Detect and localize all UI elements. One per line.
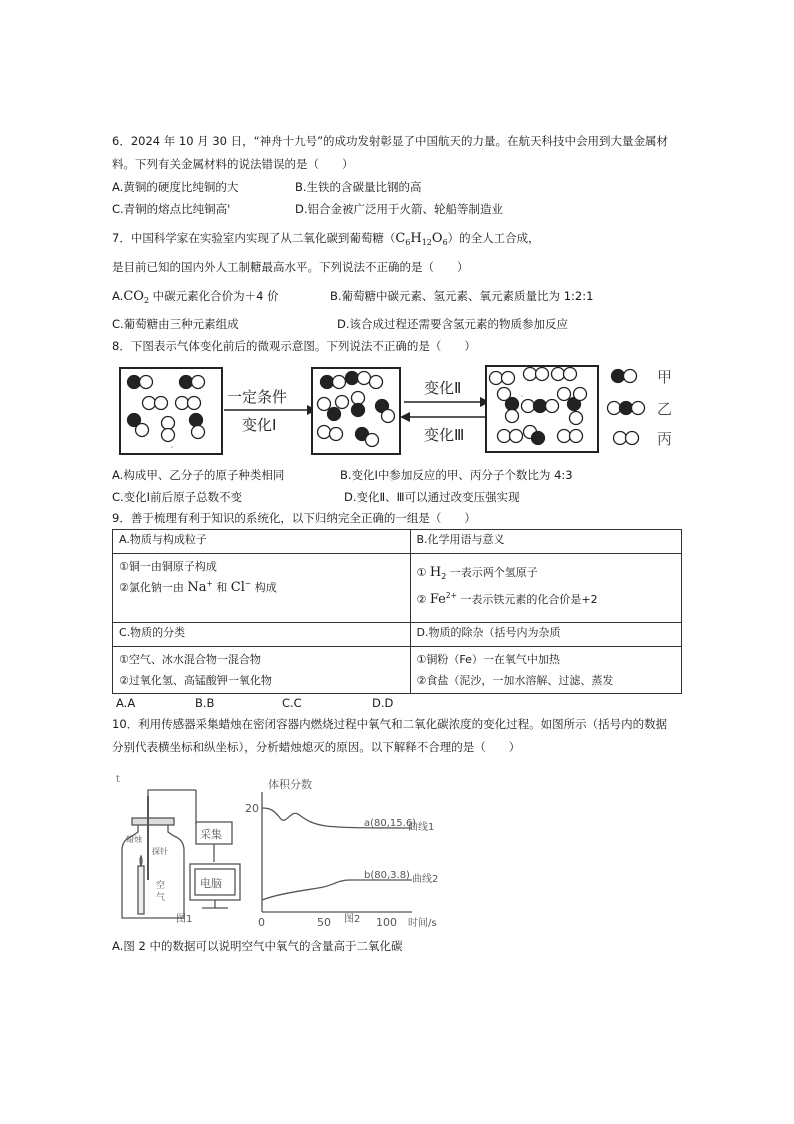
air-label-2: 气: [156, 893, 166, 903]
d-item-2: ②食盐（泥沙，一加水溶解、过滤、蒸发: [416, 674, 614, 687]
q6-stem-line2: 料。下列有关金属材料的说法错误的是（ ）: [112, 157, 354, 171]
q6-stem-line1: 6．2024 年 10 月 30 日，“神舟十九号”的成功发射彰显了中国航天的力量。在航天科技中会用到大量金属材: [112, 134, 669, 148]
arrow1-label-top: 一定条件: [227, 388, 288, 406]
legend-bing: 丙: [657, 430, 673, 448]
a-item-2: ②氯化钠一由 Na+ 和 Cl− 构成: [119, 579, 277, 595]
fig2-ylabel: 体积分数: [268, 778, 312, 791]
molecule-legend: [608, 370, 645, 445]
q8-option-c: C.变化Ⅰ前后原子总数不变: [112, 490, 243, 504]
jia-black-atom: [612, 370, 625, 383]
cell-d-body: [410, 647, 682, 694]
q8-molecule-diagram: [112, 360, 682, 460]
q10-figures: [112, 770, 542, 930]
q9-stem: 9．善于梳理有利于知识的系统化，以下归纳完全正确的一组是（ ）: [112, 511, 476, 525]
c-item-2: ②过氧化氢、高锰酸钾一氧化物: [119, 674, 272, 687]
q9-answer-c: C.C: [282, 696, 302, 710]
arrow1-label-bottom: 变化Ⅰ: [242, 416, 277, 434]
q7-option-c: C.葡萄糖由三种元素组成: [112, 317, 239, 331]
q6-option-b: B.生铁的含碳量比钢的高: [295, 180, 422, 194]
computer-label: 电脑: [200, 877, 222, 890]
svg-text:t: t: [116, 774, 120, 785]
q7-option-b: B.葡萄糖中碳元素、氢元素、氧元素质量比为 1:2:1: [330, 289, 594, 303]
q8-option-a: A.构成甲、乙分子的原子种类相同: [112, 468, 285, 482]
legend-jia: 甲: [657, 368, 673, 386]
q8-stem: 8．下图表示气体变化前后的微观示意图。下列说法不正确的是（ ）: [112, 339, 476, 353]
fig2-xtick-100: 100: [376, 916, 397, 929]
point-b-label: b(80,3.8): [364, 870, 410, 881]
collect-label: 采集: [200, 828, 222, 841]
q9-answer-d: D.D: [372, 696, 394, 710]
cell-a-body: [113, 554, 411, 623]
curve-2: [262, 880, 412, 900]
q6-option-c: C.青铜的熔点比纯铜高': [112, 202, 231, 216]
probe-label: 探针: [152, 847, 168, 856]
cell-c-body: [113, 647, 411, 694]
d-item-1: ①铜粉（Fe）一在氧气中加热: [416, 653, 560, 666]
arrow2-label: 变化Ⅱ: [424, 379, 462, 397]
fig2-xtick-0: 0: [258, 916, 265, 929]
a-item-1: ①铜一由铜原子构成: [119, 560, 217, 573]
glucose-formula: $C_6H_{12}O_6$: [395, 231, 448, 247]
arrow3-label: 变化Ⅲ: [424, 426, 465, 444]
stopper: [132, 818, 174, 825]
q10-stem-line2: 分别代表横坐标和纵坐标），分析蜡烛熄灭的原因。以下解释不合理的是（ ）: [112, 740, 521, 754]
fig2-caption: 图2: [344, 914, 361, 925]
q6-option-a: A.黄铜的硬度比纯铜的大: [112, 180, 239, 194]
arrow3-head: [400, 412, 410, 422]
q7-stem-line1: 7．中国科学家在实验室内实现了从二氧化碳到葡萄糖$(C_6H_{12}O_6)$的全人工合成，: [112, 231, 540, 247]
b-item-1: ① $H_2$ 一表示两个氢原子: [416, 565, 538, 581]
q9-table: [112, 529, 682, 694]
cell-b-body: [410, 554, 682, 623]
q8-option-b: B.变化Ⅰ中参加反应的甲、丙分子个数比为 4:3: [340, 468, 573, 482]
cell-b-head: B.化学用语与意义: [410, 530, 682, 554]
cell-c-head: C.物质的分类: [113, 623, 411, 647]
q10-option-a: A.图 2 中的数据可以说明空气中氧气的含量高于二氧化碳: [112, 939, 403, 953]
b-item-2: ② $Fe^{2+}$ 一表示铁元素的化合价是+2: [416, 591, 598, 607]
candle-label: 蜡烛: [126, 835, 142, 844]
cell-d-head: D.物质的除杂（括号内为杂质: [410, 623, 682, 647]
q7-stem-line2: 是目前已知的国内外人工制糖最高水平。下列说法不正确的是（ ）: [112, 260, 469, 274]
q8-option-d: D.变化Ⅱ、Ⅲ可以通过改变压强实现: [344, 490, 520, 504]
q7-option-d: D.该合成过程还需要含氢元素的物质参加反应: [337, 317, 569, 331]
fig2-xtick-50: 50: [317, 916, 331, 929]
point-a-label: a(80,15.6): [364, 818, 417, 829]
q7-option-a: $A.CO_2$ 中碳元素化合价为＋4 价: [112, 289, 279, 305]
q6-option-d: D.铝合金被广泛用于火箭、轮船等制造业: [295, 202, 504, 216]
curve-2-label: 曲线2: [412, 874, 439, 885]
candle-body: [138, 866, 144, 914]
q9-answer-b: B.B: [195, 696, 215, 710]
fig1-caption: 图1: [176, 914, 193, 925]
q10-stem-line1: 10．利用传感器采集蜡烛在密闭容器内燃烧过程中氧气和二氧化碳浓度的变化过程。如图所示（括号内的数据: [112, 717, 668, 731]
curve-1-label: 曲线1: [408, 822, 435, 833]
fig2-xlabel: 时间/s: [408, 918, 437, 929]
c-item-1: ①空气、冰水混合物一混合物: [119, 653, 261, 666]
legend-yi: 乙: [657, 400, 673, 418]
cell-a-head: A.物质与构成粒子: [113, 530, 411, 554]
fig2-ytick-20: 20: [245, 802, 259, 815]
air-label-1: 空: [156, 881, 166, 891]
q9-answer-a: A.A: [116, 696, 136, 710]
